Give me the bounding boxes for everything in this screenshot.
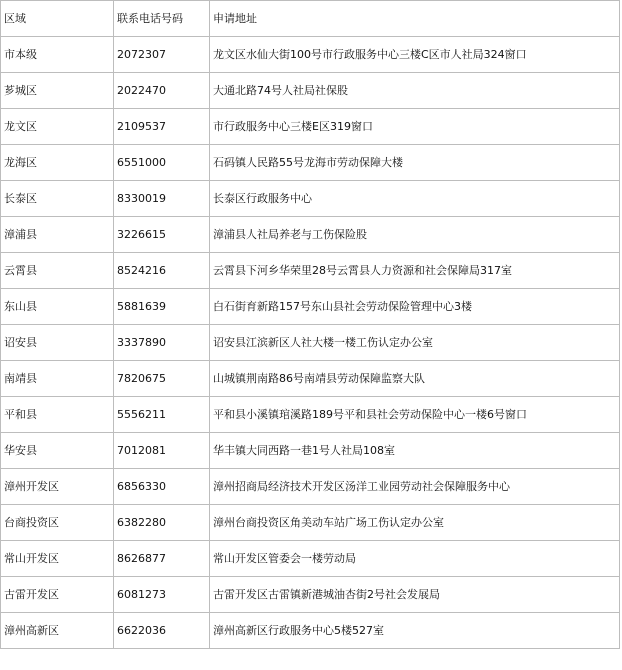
- table-row: [1, 613, 620, 649]
- cell-address: 常山开发区管委会一楼劳动局: [210, 541, 620, 577]
- cell-address: 龙文区水仙大街100号市行政服务中心三楼C区市人社局324窗口: [210, 37, 620, 73]
- cell-region: 古雷开发区: [1, 577, 114, 613]
- cell-phone: 6081273: [114, 577, 210, 613]
- table-row: [1, 289, 620, 325]
- cell-region: 龙海区: [1, 145, 114, 181]
- table-row: [1, 541, 620, 577]
- cell-region: 漳浦县: [1, 217, 114, 253]
- cell-region: 漳州开发区: [1, 469, 114, 505]
- cell-address: 大通北路74号人社局社保股: [210, 73, 620, 109]
- cell-region: 南靖县: [1, 361, 114, 397]
- cell-address: 漳州招商局经济技术开发区汤洋工业园劳动社会保障服务中心: [210, 469, 620, 505]
- table-body: [1, 1, 620, 649]
- cell-address: 平和县小溪镇琯溪路189号平和县社会劳动保险中心一楼6号窗口: [210, 397, 620, 433]
- cell-phone: 8626877: [114, 541, 210, 577]
- table-row: [1, 145, 620, 181]
- table-row: [1, 433, 620, 469]
- header-region: 区域: [1, 1, 114, 37]
- cell-region: 芗城区: [1, 73, 114, 109]
- cell-phone: 2022470: [114, 73, 210, 109]
- cell-region: 市本级: [1, 37, 114, 73]
- cell-region: 平和县: [1, 397, 114, 433]
- cell-region: 常山开发区: [1, 541, 114, 577]
- cell-phone: 6856330: [114, 469, 210, 505]
- table-header-row: [1, 1, 620, 37]
- table-row: [1, 217, 620, 253]
- table-row: [1, 469, 620, 505]
- cell-address: 漳浦县人社局养老与工伤保险股: [210, 217, 620, 253]
- cell-region: 长泰区: [1, 181, 114, 217]
- table-row: [1, 37, 620, 73]
- cell-address: 长泰区行政服务中心: [210, 181, 620, 217]
- cell-phone: 3226615: [114, 217, 210, 253]
- table-row: [1, 181, 620, 217]
- table-row: [1, 325, 620, 361]
- cell-phone: 8330019: [114, 181, 210, 217]
- cell-phone: 2109537: [114, 109, 210, 145]
- cell-address: 白石街育新路157号东山县社会劳动保险管理中心3楼: [210, 289, 620, 325]
- cell-address: 山城镇荆南路86号南靖县劳动保障监察大队: [210, 361, 620, 397]
- cell-phone: 6622036: [114, 613, 210, 649]
- cell-address: 华丰镇大同西路一巷1号人社局108室: [210, 433, 620, 469]
- cell-phone: 5556211: [114, 397, 210, 433]
- cell-region: 台商投资区: [1, 505, 114, 541]
- header-phone: 联系电话号码: [114, 1, 210, 37]
- cell-region: 华安县: [1, 433, 114, 469]
- cell-region: 龙文区: [1, 109, 114, 145]
- cell-region: 东山县: [1, 289, 114, 325]
- cell-phone: 5881639: [114, 289, 210, 325]
- table-row: [1, 361, 620, 397]
- cell-phone: 7820675: [114, 361, 210, 397]
- table-row: [1, 577, 620, 613]
- table-row: [1, 109, 620, 145]
- table-row: [1, 73, 620, 109]
- cell-address: 漳州台商投资区角美动车站广场工伤认定办公室: [210, 505, 620, 541]
- cell-phone: 3337890: [114, 325, 210, 361]
- cell-address: 市行政服务中心三楼E区319窗口: [210, 109, 620, 145]
- table-row: [1, 505, 620, 541]
- cell-region: 诏安县: [1, 325, 114, 361]
- header-address: 申请地址: [210, 1, 620, 37]
- cell-address: 云霄县下河乡华荣里28号云霄县人力资源和社会保障局317室: [210, 253, 620, 289]
- table-row: [1, 397, 620, 433]
- cell-address: 诏安县江滨新区人社大楼一楼工伤认定办公室: [210, 325, 620, 361]
- cell-address: 漳州高新区行政服务中心5楼527室: [210, 613, 620, 649]
- cell-phone: 6551000: [114, 145, 210, 181]
- cell-region: 云霄县: [1, 253, 114, 289]
- cell-address: 石码镇人民路55号龙海市劳动保障大楼: [210, 145, 620, 181]
- cell-phone: 8524216: [114, 253, 210, 289]
- cell-region: 漳州高新区: [1, 613, 114, 649]
- cell-phone: 7012081: [114, 433, 210, 469]
- cell-phone: 6382280: [114, 505, 210, 541]
- table-row: [1, 253, 620, 289]
- cell-phone: 2072307: [114, 37, 210, 73]
- cell-address: 古雷开发区古雷镇新港城油杏街2号社会发展局: [210, 577, 620, 613]
